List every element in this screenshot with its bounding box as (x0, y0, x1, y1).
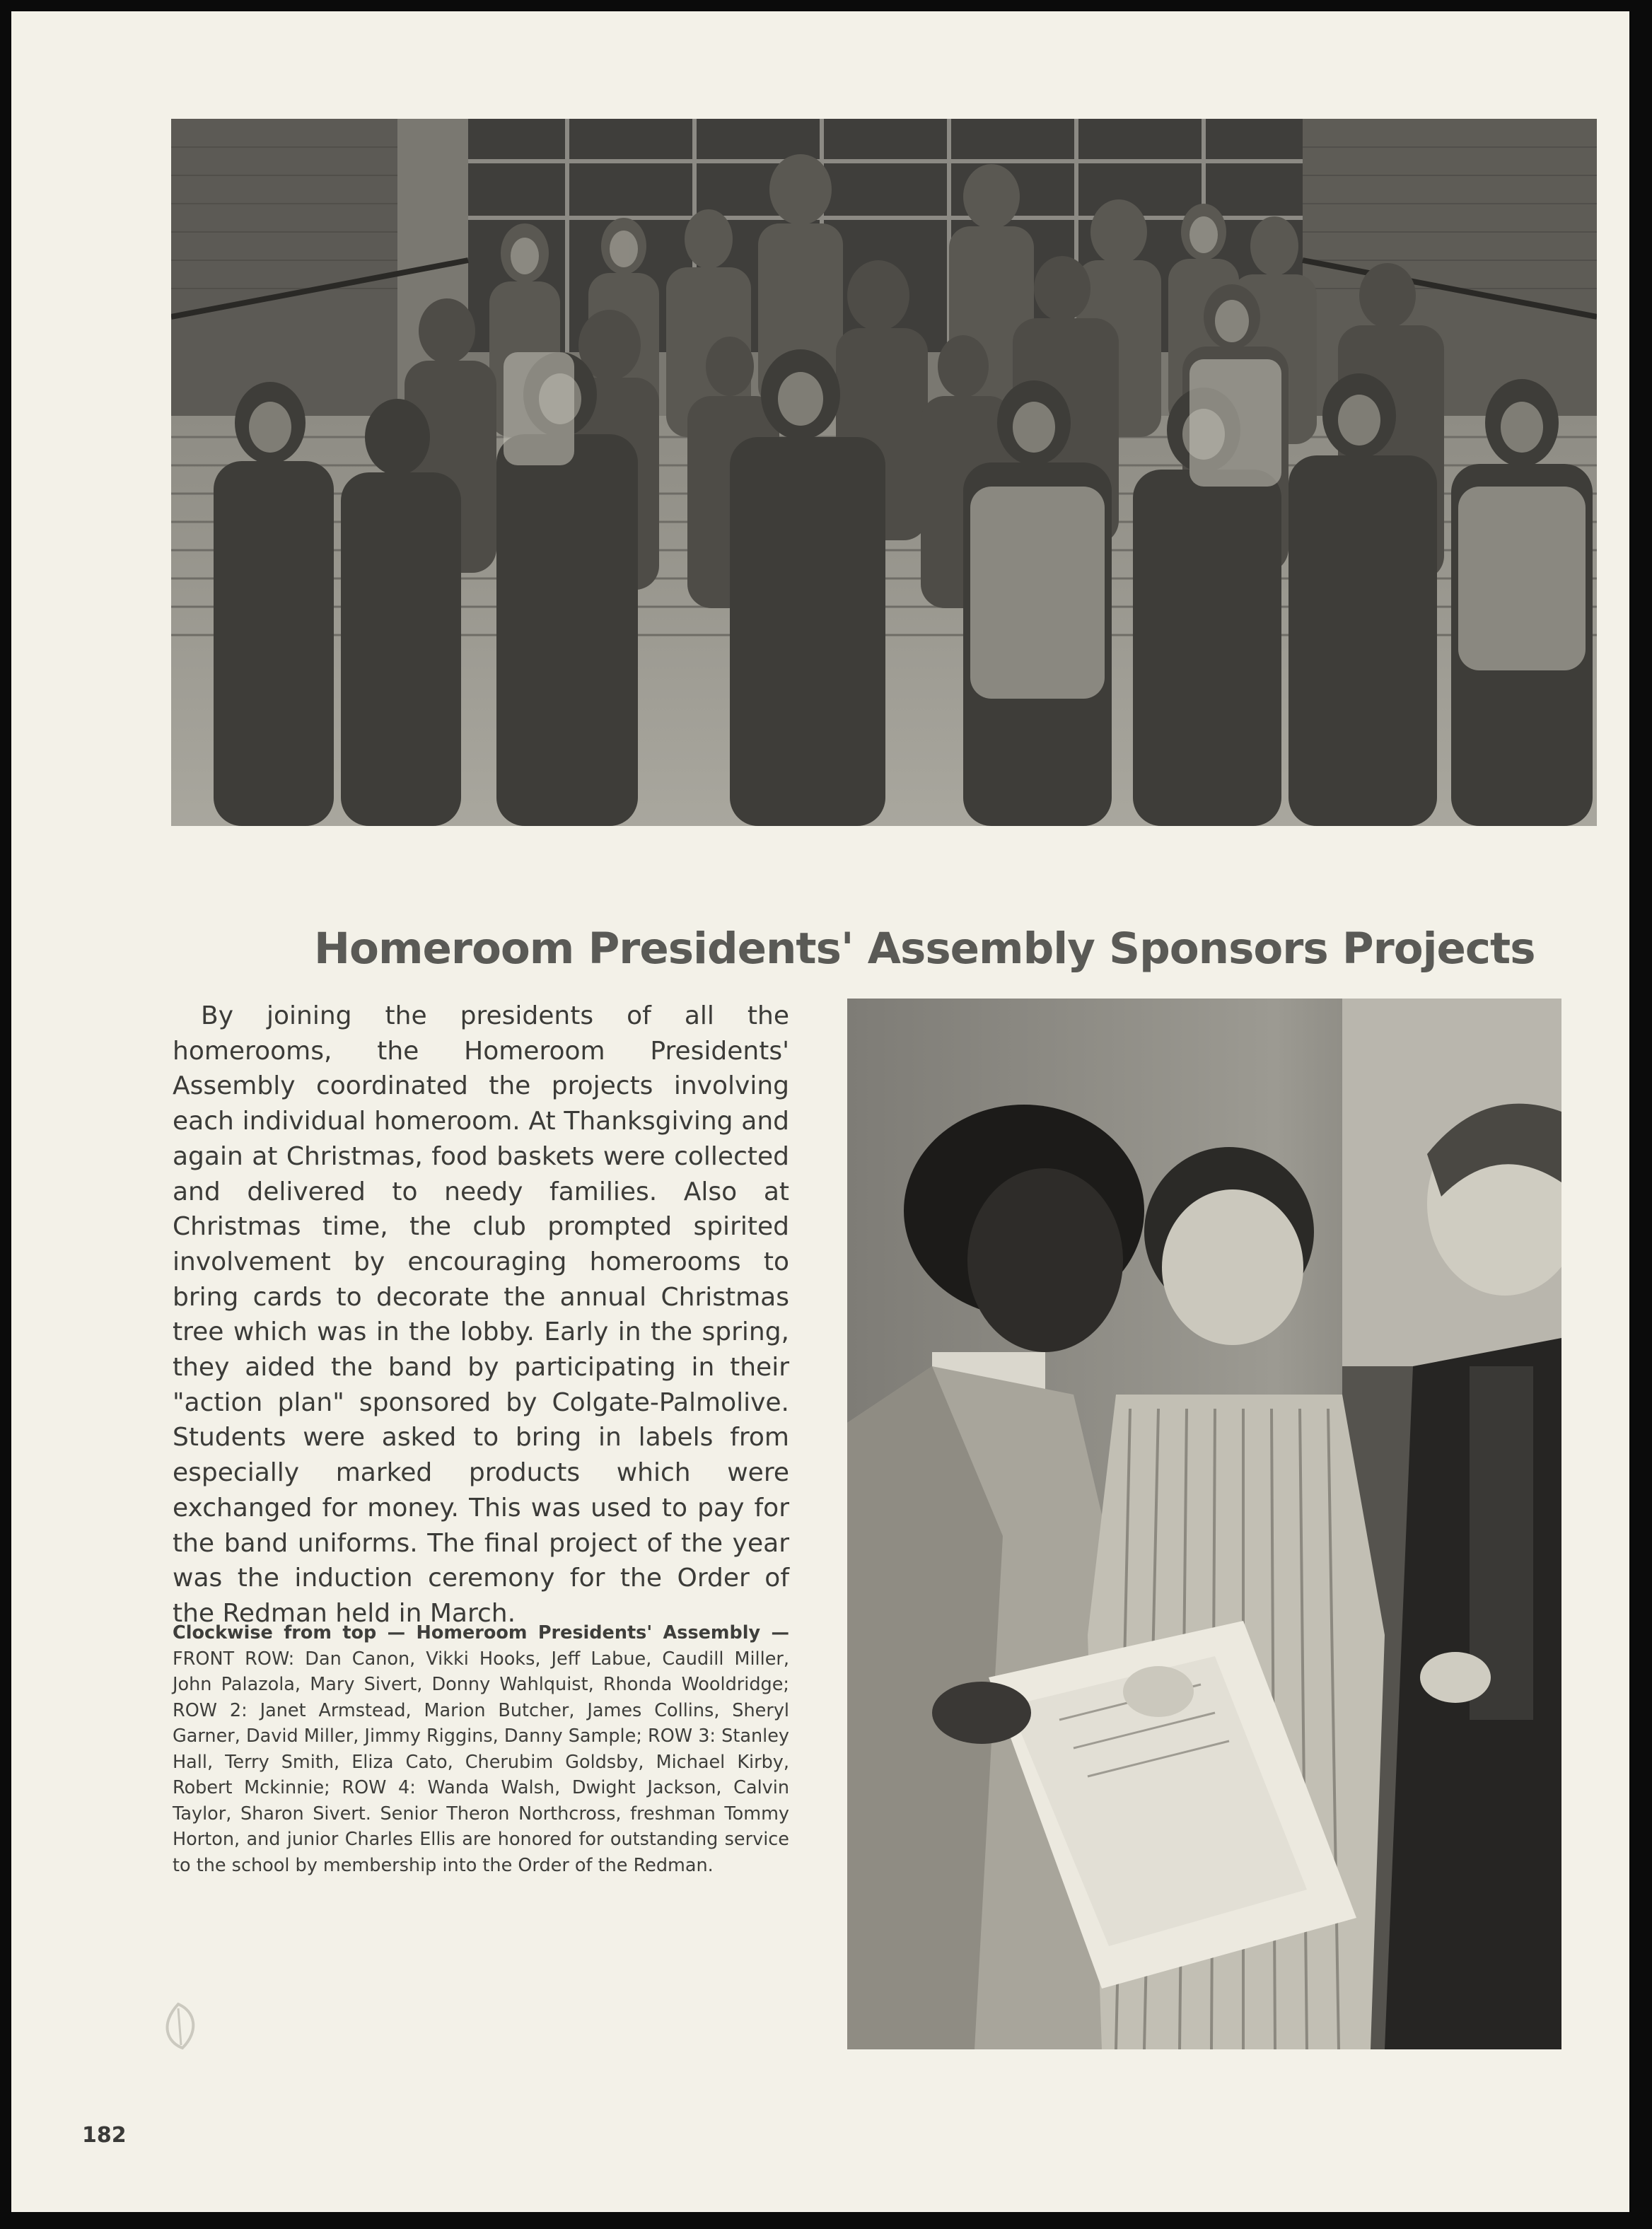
page-headline: Homeroom Presidents' Assembly Sponsors Projects (314, 924, 1535, 974)
ceremony-photo-image (847, 999, 1561, 2049)
caption-lead: Clockwise from top — Homeroom Presidents' Assembly — (173, 1622, 789, 1643)
group-photo (171, 119, 1597, 826)
photo-caption (173, 1620, 789, 1878)
article-body: By joining the presidents of all the homerooms, the Homeroom Presidents' Assembly coordinated the projects involving each individual homeroom. At Thanksgiving and again at Christmas, food baskets were collected and delivered to needy families. Also at Christmas time, the club prompted spirited involvement by encouraging homerooms to bring cards to decorate the annual Christmas tree which was in the lobby. Early in the spring, they aided the band by participating in their "action plan" sponsored by Colgate-Palmolive. Students were asked to bring in labels from especially marked products which were exchanged for money. This was used to pay for the band uniforms. The final project of the year was the induction ceremony for the Order of the Redman held in March. (173, 1001, 789, 1628)
group-photo-image (171, 119, 1597, 826)
ceremony-photo (847, 999, 1561, 2049)
caption-text: FRONT ROW: Dan Canon, Vikki Hooks, Jeff Labue, Caudill Miller, John Palazola, Mary Sivert, Donny Wahlquist, Rhonda Wooldridge; ROW 2: Janet Armstead, Marion Butcher, James Collins, Sheryl Garner, David Miller, Jimmy Riggins, Danny Sample; ROW 3: Stanley Hall, Terry Smith, Eliza Cato, Cherubim Goldsby, Michael Kirby, Robert Mckinnie; ROW 4: Wanda Walsh, Dwight Jackson, Calvin Taylor, Sharon Sivert. Senior Theron Northcross, freshman Tommy Horton, and junior Charles Ellis are honored for outstanding service to the school by membership into the Order of the Redman. (173, 1648, 789, 1876)
page-number: 182 (82, 2123, 127, 2148)
leaf-watermark-icon (150, 1998, 206, 2055)
yearbook-page (11, 11, 1629, 2212)
